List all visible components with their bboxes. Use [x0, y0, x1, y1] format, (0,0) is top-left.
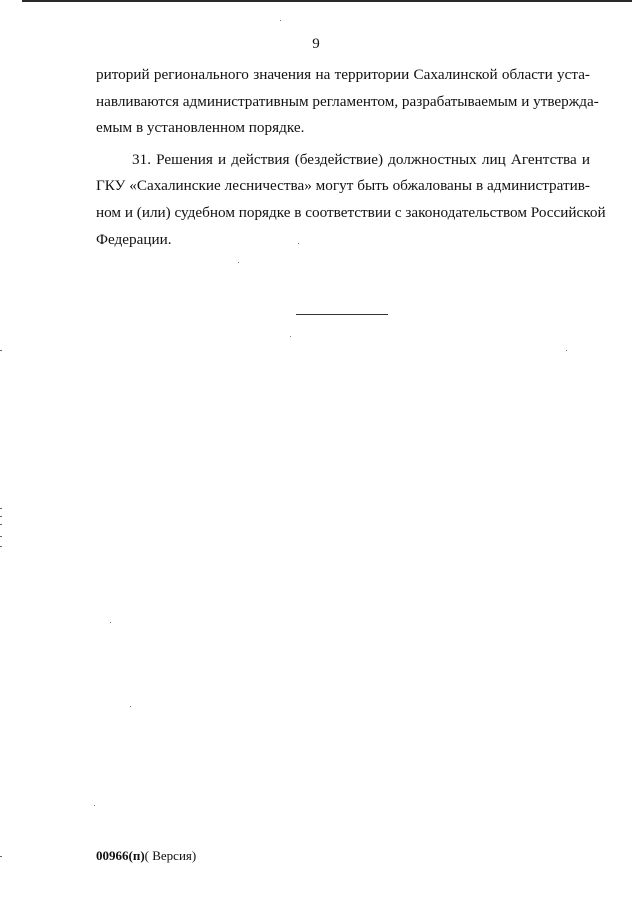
- scan-speck: [566, 350, 567, 351]
- text-line: ном и (или) судебном порядке в соответствии с законодательством Российской: [96, 203, 606, 221]
- scan-speck: [0, 508, 2, 509]
- scan-speck: [298, 243, 299, 244]
- scan-speck: [280, 20, 281, 21]
- scan-speck: [0, 350, 2, 351]
- document-code-number: 00966(п): [96, 848, 145, 863]
- text-line: емым в установленном порядке.: [96, 119, 305, 137]
- scan-speck: [0, 524, 2, 525]
- scan-speck: [0, 536, 2, 537]
- scan-speck: [110, 622, 111, 623]
- text-line: ГКУ «Сахалинские лесничества» могут быть обжалованы в административ-: [96, 177, 590, 195]
- text-line: навливаются административным регламентом, разрабатываемым и утвержда-: [96, 92, 599, 110]
- scan-speck: [0, 516, 2, 517]
- scan-speck: [94, 805, 95, 806]
- scan-speck: [130, 706, 131, 707]
- page-number: 9: [312, 36, 320, 52]
- scan-speck: [238, 262, 239, 263]
- body-text: [96, 62, 606, 253]
- document-code-version: ( Версия): [144, 848, 197, 863]
- paragraph-31: [96, 147, 606, 253]
- document-code: [96, 848, 196, 864]
- text-line: Федерации.: [96, 230, 172, 248]
- scan-speck: [0, 856, 2, 857]
- scan-speck: [290, 336, 291, 337]
- end-of-text-rule: [296, 314, 388, 315]
- scan-speck: [0, 546, 2, 547]
- text-line: 31. Решения и действия (бездействие) должностных лиц Агентства и: [132, 150, 590, 168]
- paragraph-continuation: [96, 62, 599, 142]
- scan-top-edge: [22, 0, 632, 2]
- text-line: риторий регионального значения на территории Сахалинской области уста-: [96, 66, 590, 83]
